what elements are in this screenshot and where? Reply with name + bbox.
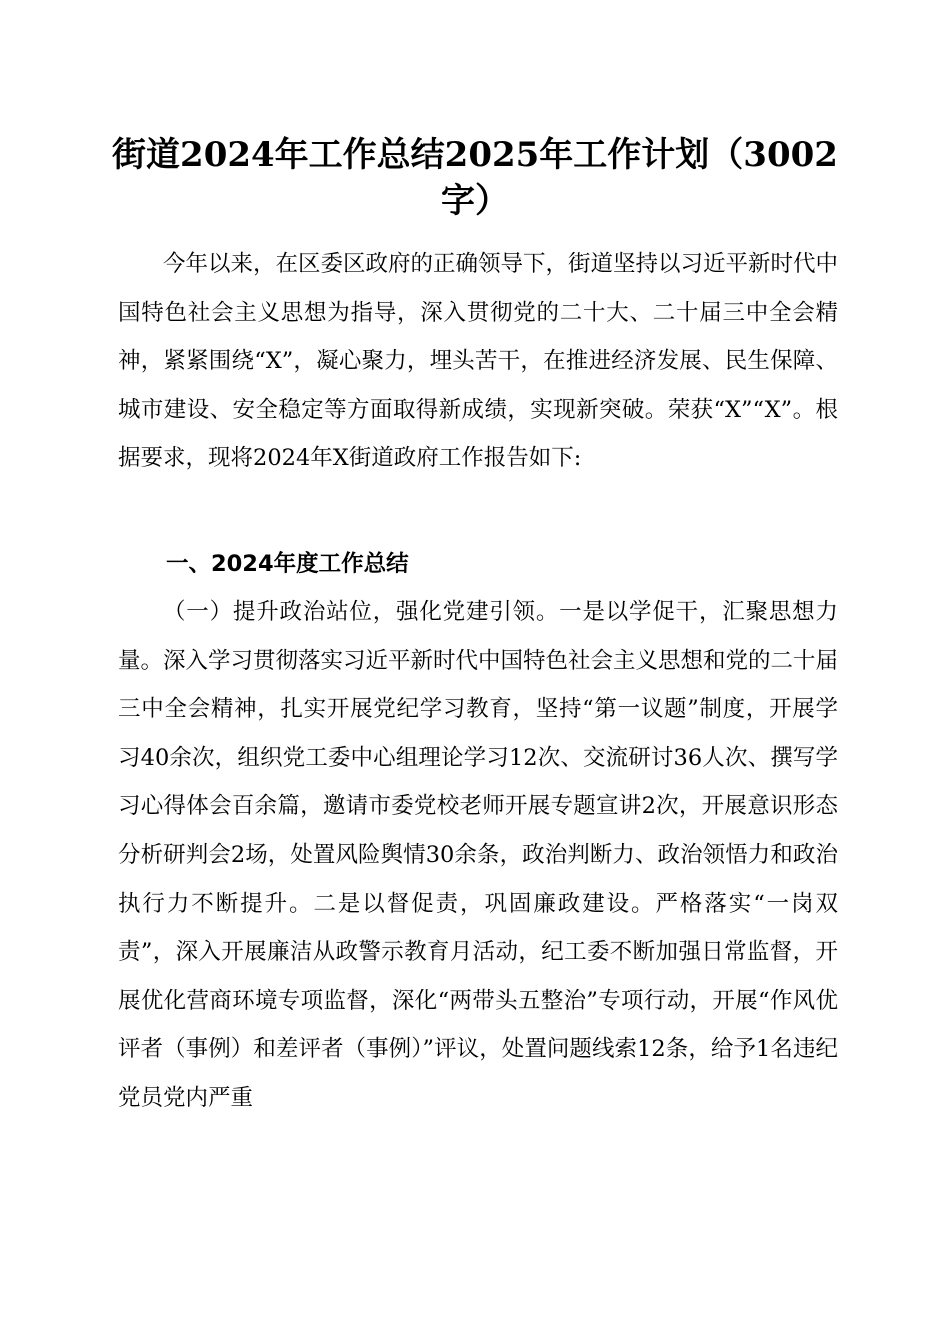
intro-paragraph: 今年以来，在区委区政府的正确领导下，街道坚持以习近平新时代中国特色社会主义思想为指导，深入贯彻党的二十大、二十届三中全会精神，紧紧围绕“X”，凝心聚力，埋头苦干，在推进经济发展、民生保障、城市建设、安全稳定等方面取得新成绩，实现新突破。荣获“X”“X”。根据要求，现将2024年X街道政府工作报告如下: (118, 251, 839, 472)
document-title: 街道2024年工作总结2025年工作计划（3002字） (112, 135, 838, 221)
body-paragraph: （一）提升政治站位，强化党建引领。一是以学促干，汇聚思想力量。深入学习贯彻落实习近平新时代中国特色社会主义思想和党的二十届三中全会精神，扎实开展党纪学习教育，坚持“第一议题”制度，开展学习40余次，组织党工委中心组理论学习12次、交流研讨36人次、撰写学习心得体会百余篇，邀请市委党校老师开展专题宣讲2次，开展意识形态分析研判会2场，处置风险舆情30余条，政治判断力、政治领悟力和政治执行力不断提升。二是以督促责，巩固廉政建设。严格落实“一岗双责”，深入开展廉洁从政警示教育月活动，纪工委不断加强日常监督，开展优化营商环境专项监督，深化“两带头五整治”专项行动，开展“作风优评者（事例）和差评者（事例）”评议，处置问题线索12条，给予1名违纪党员党内严重 (118, 599, 839, 1111)
section-heading: 一、2024年度工作总结 (166, 551, 409, 577)
